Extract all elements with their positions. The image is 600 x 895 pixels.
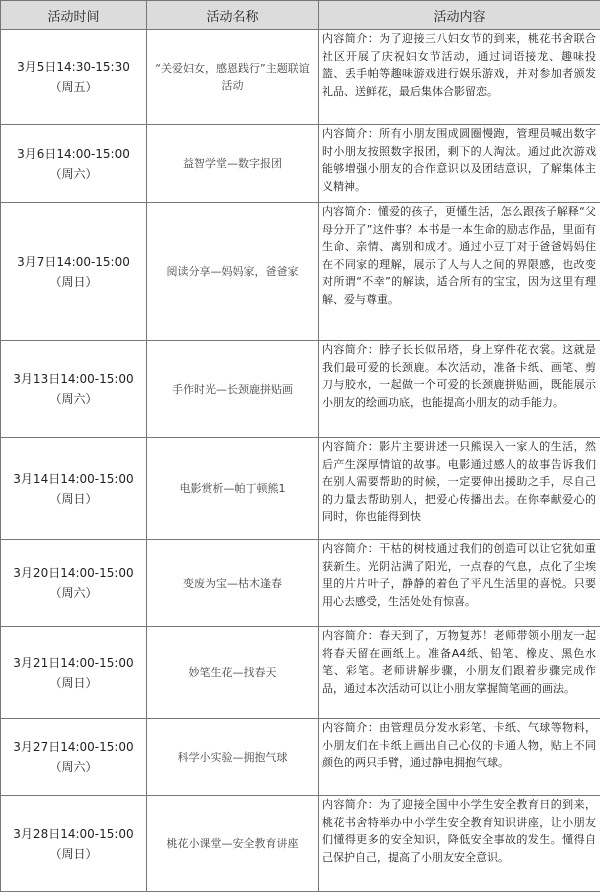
activity-content	[319, 438, 600, 540]
header-activity-content: 活动内容	[319, 1, 600, 30]
activity-name: “关爱妇女，感恩践行”主题联谊活动	[147, 30, 319, 125]
activity-content-text: 内容简介：干枯的树枝通过我们的创造可以让它犹如重获新生。光阴沾满了阳光，一点春的气息，点化了尘埃里的片片叶子，静静的着色了平凡生活里的喜悦。只要用心去感受，生活处处有惊喜。	[322, 542, 596, 608]
activity-content	[319, 719, 600, 796]
header-activity-time: 活动时间	[1, 1, 147, 30]
activity-name: 妙笔生花—找春天	[147, 627, 319, 719]
activity-content	[319, 796, 600, 892]
table-row	[1, 341, 600, 438]
activity-content-text: 内容简介：为了迎接全国中小学生安全教育日的到来，桃花书舍特举办中小学生安全教育知识讲座，让小朋友们懂得更多的安全知识，降低安全事故的发生。懂得自己保护自己，提高了小朋友安全意识。	[322, 798, 596, 864]
activity-time: 3月27日14:00-15:00（周六）	[1, 719, 147, 796]
activity-name: 变废为宝—枯木逢春	[147, 540, 319, 627]
activity-content-text: 内容简介：懂爱的孩子，更懂生活，怎么跟孩子解释“父母分开了”这件事？本书是一本生命的励志作品，里面有生命、亲情、离别和成才。通过小豆丁对于爸爸妈妈住在不同家的理解，展示了人与人之间的界限感，也改变对所谓“不幸”的解读，适合所有的宝宝，因为这里有理解、爱与尊重。	[322, 205, 596, 306]
activity-name: 手作时光—长颈鹿拼贴画	[147, 341, 319, 438]
header-activity-name: 活动名称	[147, 1, 319, 30]
activity-time: 3月5日14:30-15:30（周五）	[1, 30, 147, 125]
activity-name: 桃花小课堂—安全教育讲座	[147, 796, 319, 892]
activity-time: 3月6日14:00-15:00（周六）	[1, 125, 147, 203]
activity-time: 3月13日14:00-15:00（周六）	[1, 341, 147, 438]
activity-content	[319, 627, 600, 719]
activity-content-text: 内容简介：由管理员分发水彩笔、卡纸、气球等物料，小朋友们在卡纸上画出自己心仪的卡通人物，贴上不同颜色的两只手臂，通过静电拥抱气球。	[322, 721, 596, 769]
activity-content-text: 内容简介：所有小朋友围成圆圈慢跑，管理员喊出数字时小朋友按照数字报团，剩下的人淘汰。通过此次游戏能够增强小朋友的合作意识以及团结意识，了解集体主义精神。	[322, 127, 596, 193]
activity-content-text: 内容简介：影片主要讲述一只熊误入一家人的生活，然后产生深厚情谊的故事。电影通过感人的故事告诉我们在别人需要帮助的时候，一定要伸出援助之手，尽自己的力量去帮助别人，把爱心传播出去。在你奉献爱心的同时，你也能得到快	[322, 440, 596, 523]
activity-content	[319, 30, 600, 125]
table-row	[1, 203, 600, 341]
activity-content	[319, 341, 600, 438]
table-row	[1, 125, 600, 203]
activity-name: 科学小实验—拥抱气球	[147, 719, 319, 796]
activity-time: 3月21日14:00-15:00（周日）	[1, 627, 147, 719]
activity-time: 3月28日14:00-15:00（周日）	[1, 796, 147, 892]
table-row	[1, 796, 600, 892]
activity-name: 益智学堂—数字报团	[147, 125, 319, 203]
activity-name: 电影赏析—帕丁顿熊1	[147, 438, 319, 540]
activity-name: 阅读分享—妈妈家，爸爸家	[147, 203, 319, 341]
activity-time: 3月7日14:00-15:00（周日）	[1, 203, 147, 341]
activity-content	[319, 203, 600, 341]
activity-content	[319, 125, 600, 203]
table-row	[1, 540, 600, 627]
activity-content-text: 内容简介：春天到了，万物复苏！老师带领小朋友一起将春天留在画纸上。准备A4纸、铅笔、橡皮、黑色水笔、彩笔。老师讲解步骤，小朋友们跟着步骤完成作品，通过本次活动可以让小朋友掌握简笔画的画法。	[322, 629, 596, 695]
table-row	[1, 438, 600, 540]
activity-content-text: 内容简介：脖子长长似吊塔，身上穿件花衣裳。这就是我们最可爱的长颈鹿。本次活动，准备卡纸、画笔、剪刀与胶水，一起做一个可爱的长颈鹿拼贴画，既能展示小朋友的绘画功底，也能提高小朋友的动手能力。	[322, 343, 596, 409]
activity-content-text: 内容简介：为了迎接三八妇女节的到来，桃花书舍联合社区开展了庆祝妇女节活动，通过词语接龙、趣味投篮、丢手帕等趣味游戏进行娱乐游戏，并对参加者颁发礼品、送鲜花，最后集体合影留恋。	[322, 32, 596, 98]
table-header-row	[1, 1, 600, 30]
table-row	[1, 719, 600, 796]
table-row	[1, 627, 600, 719]
activity-time: 3月14日14:00-15:00（周日）	[1, 438, 147, 540]
activity-time: 3月20日14:00-15:00（周六）	[1, 540, 147, 627]
activity-content	[319, 540, 600, 627]
table-row	[1, 30, 600, 125]
